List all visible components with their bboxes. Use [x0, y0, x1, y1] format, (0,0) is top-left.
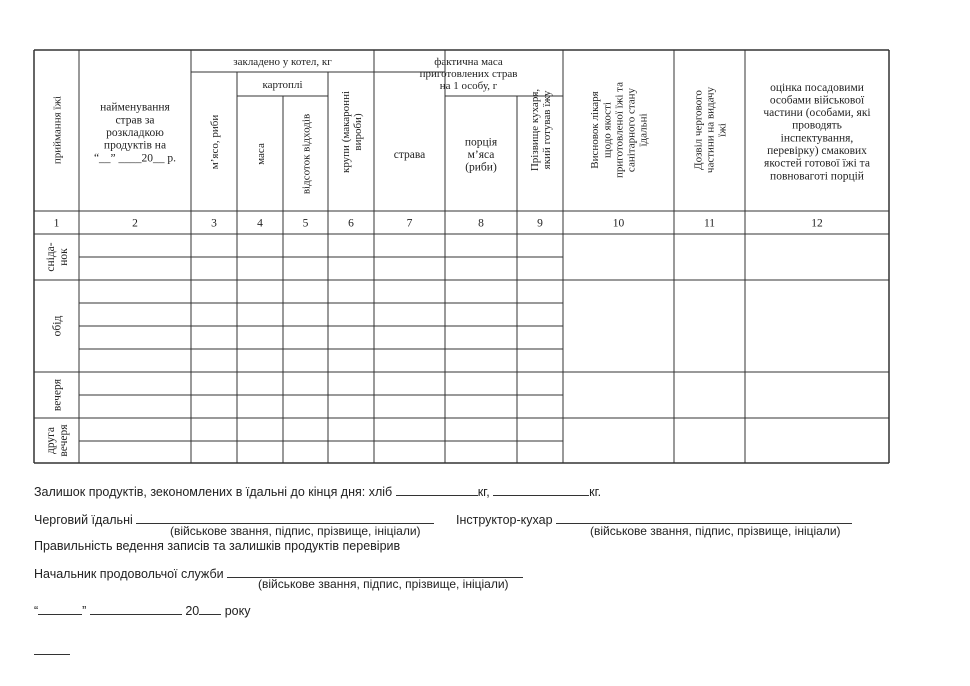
column-number-5: 5: [302, 217, 309, 230]
meal-labels: [45, 242, 70, 456]
verified-label: Правильність ведення записів та залишків продуктів перевірив: [34, 539, 401, 553]
column-number-10: 10: [612, 217, 625, 230]
header-doctor-conclusion: Висновок лікарящодо якостіприготовленої їжі тасанітарного стануїдальні: [589, 82, 650, 178]
column-numbers-row: [54, 218, 823, 230]
header-weight: маса: [254, 143, 267, 165]
column-number-2: 2: [132, 217, 138, 230]
header-meat-fish: м’ясо, риби: [208, 114, 221, 170]
meal-label-3: вечеря: [51, 378, 64, 412]
header-dish-names: найменування страв за розкладкою продуктів на “__” ____20__ р.: [93, 101, 177, 165]
column-number-7: 7: [406, 217, 413, 230]
date-year-word: року: [224, 604, 251, 618]
header-group-actual-mass: фактична маса приготовлених страв на 1 особу, г: [419, 55, 518, 92]
meal-label-2: обід: [51, 315, 64, 337]
column-number-12: 12: [811, 217, 823, 230]
instructor-hint: (військове звання, підпис, прізвище, ініціали): [590, 524, 841, 538]
column-number-4: 4: [257, 217, 263, 230]
column-number-6: 6: [348, 217, 354, 230]
table-header: [51, 56, 870, 194]
header-waste-percent: відсоток відходів: [300, 113, 313, 195]
duty-officer-signature-field[interactable]: [136, 512, 434, 524]
duty-officer-label: Черговий їдальні: [34, 513, 133, 527]
date-quote-open: “: [34, 604, 39, 618]
date-month-field[interactable]: [90, 603, 182, 615]
remainder-label: Залишок продуктів, зекономлених в їдальні до кінця дня: хліб: [34, 485, 393, 499]
header-duty-permission: Дозвіл черговогочастини на видачуїжі: [692, 86, 729, 174]
date-year-field[interactable]: [199, 603, 221, 615]
instructor-signature-field[interactable]: [556, 512, 852, 524]
meal-label-1: сніда-нок: [45, 242, 70, 272]
other-remainder-field[interactable]: [493, 484, 589, 496]
column-number-9: 9: [537, 217, 543, 230]
date-line: [34, 603, 250, 618]
date-year-prefix: 20: [185, 604, 200, 618]
instructor-label: Інструктор-кухар: [456, 513, 553, 527]
header-meat-portion: порція м’яса (риби): [464, 136, 498, 174]
bread-remainder-field[interactable]: [396, 484, 478, 496]
header-cereals: крупи (макароннівироби): [339, 90, 364, 174]
column-number-1: 1: [53, 217, 60, 230]
remainder-line: [34, 484, 601, 499]
date-day-field[interactable]: [38, 603, 82, 615]
chief-label: Начальник продовольчої служби: [34, 567, 224, 581]
column-number-8: 8: [478, 217, 484, 230]
column-number-11: 11: [703, 217, 716, 230]
header-dish: страва: [393, 149, 426, 162]
duty-officer-hint: (військове звання, підпис, прізвище, ініціали): [170, 524, 421, 538]
header-officials-assessment: оцінка посадовими особами військової частини (особами, які проводять інспектування, перевірку) смакових якостей готової їжі та повноваготі порцій: [763, 81, 871, 183]
header-group-boiler: закладено у котел, кг: [233, 55, 332, 68]
column-number-3: 3: [211, 217, 217, 230]
header-meal-time: приймання їжі: [51, 95, 64, 165]
date-quote-close: ”: [82, 604, 87, 618]
meal-label-4: другавечеря: [45, 424, 70, 457]
header-cook-name: Прізвище кухаря,який готував їжу: [528, 88, 553, 172]
kg-unit-2: кг.: [589, 485, 602, 499]
footnote-separator: [34, 654, 70, 655]
kg-unit-1: кг,: [477, 485, 490, 499]
chief-hint: (військове звання, підпис, прізвище, ініціали): [258, 577, 509, 591]
header-group-potatoes: картоплі: [262, 78, 303, 91]
